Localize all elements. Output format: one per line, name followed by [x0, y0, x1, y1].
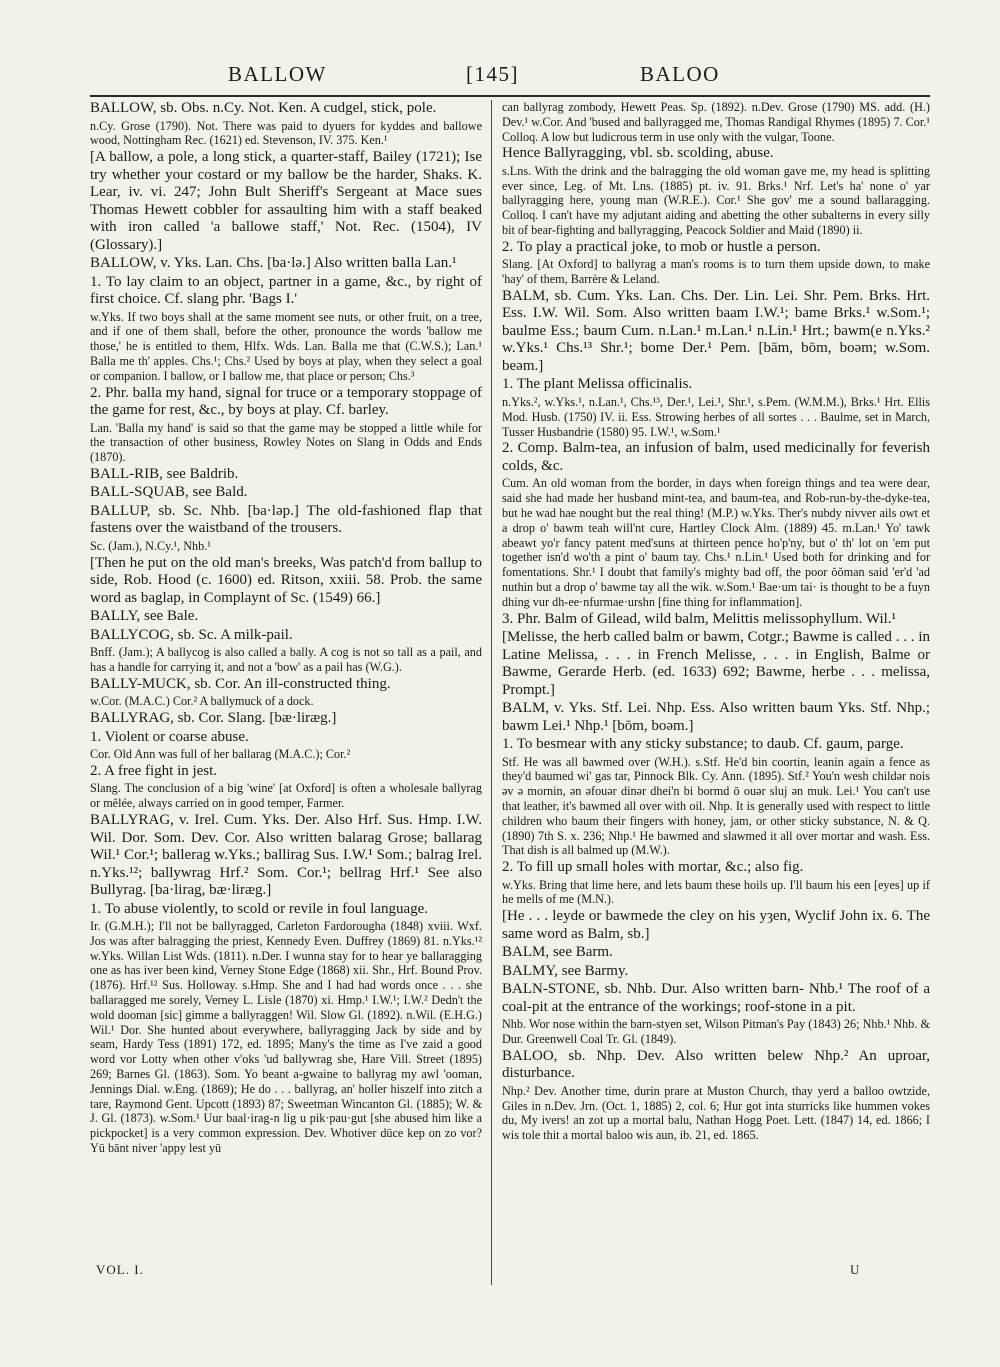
entry-paragraph: 1. To besmear with any sticky substance; to daub. Cf. gaum, parge.	[502, 736, 904, 753]
entry-paragraph: Slang. The conclusion of a big 'wine' [at Oxford] is often a wholesale ballyrag or mêlée, always carried on in good temper, Farmer.	[90, 781, 482, 811]
gathering-signature: U	[850, 1262, 860, 1277]
entry-paragraph: [Then he put on the old man's breeks, Was patch'd from ballup to side, Rob. Hood (c. 1600) ed. Ritson, xxiii. 58. Prob. the same word as baglap, in Complaynt of Sc. (1549) 66.]	[90, 554, 482, 606]
entry-paragraph: BALM, sb. Cum. Yks. Lan. Chs. Der. Lin. Lei. Shr. Pem. Brks. Hrt. Ess. I.W. Wil. Som. Also written baam I.W.¹; bame Brks.¹ w.Som.¹; baulme Ess.; baum Cum. n.Lan.¹ m.Lan.¹ n.Lin.¹ Hrt.; bawm(e n.Yks.² w.Yks.¹ Chs.¹³ Shr.¹; bome Der.¹ Pem. [bām, bōm, boəm; w.Som. beəm.]	[502, 287, 930, 374]
entry-paragraph: w.Cor. (M.A.C.) Cor.² A ballymuck of a dock.	[90, 694, 314, 709]
entry-paragraph: 2. Comp. Balm-tea, an infusion of balm, used medicinally for feverish colds, &c.	[502, 440, 930, 474]
running-head-left: BALLOW	[228, 62, 327, 86]
entry-paragraph: Sc. (Jam.), N.Cy.¹, Nhb.¹	[90, 538, 211, 553]
entry-paragraph: BALM, v. Yks. Stf. Lei. Nhp. Ess. Also written baum Yks. Stf. Nhp.; bawm Lei.¹ Nhp.¹ [bōm, boəm.]	[502, 700, 930, 734]
entry-paragraph: BALN-STONE, sb. Nhb. Dur. Also written barn- Nhb.¹ The roof of a coal-pit at the entrance of the workings; roof-stone in a pit.	[502, 981, 930, 1015]
entry-paragraph: s.Lns. With the drink and the balragging the old woman gave me, my head is splitting ever since, Leg. of Mt. Lns. (1885) pt. iv. 91. Brks.¹ Nrf. Let's ha' none o' yar ballyragging here, young man (W.R.E.). Cor.¹ She gov' me a sound ballaragging. Colloq. I can't have my adjutant aiding and abetting the other subalterns in every silly bit of bear-fighting and ballyragging, Peacock Soldier and Maid (1890) ii.	[502, 163, 930, 238]
entry-paragraph: 1. The plant Melissa officinalis.	[502, 376, 693, 393]
entry-paragraph: Bnff. (Jam.); A ballycog is also called a bally. A cog is not so tall as a pail, and has a handle for carrying it, and not a 'bow' as a pail has (W.G.).	[90, 645, 482, 675]
entry-paragraph: Nhp.² Dev. Another time, durin prare at Muston Church, thay yerd a balloo owtzide, Giles in n.Dev. Jrn. (Oct. 1, 1885) 2, col. 6; Hur got inta sturricks like hummen vokes du, My ivers! an zot up a mortal balu, Nathan Hogg Poet. Lett. (1847) 14, ed. 1866; I wis tole thit a mortal baloo wis aun, ib. 21, ed. 1865.	[502, 1083, 930, 1143]
entry-paragraph: 3. Phr. Balm of Gilead, wild balm, Melittis melissophyllum. Wil.¹	[502, 610, 897, 627]
entry-paragraph: w.Yks. Bring that lime here, and lets baum these hoils up. I'll baum his een [eyes] up if he mells of me (M.N.).	[502, 877, 930, 907]
entry-paragraph: w.Yks. If two boys shall at the same moment see nuts, or other fruit, on a tree, and if one of them shall, before the other, pronounce the words 'ballow me those,' he is entitled to them, Hlfx. Wds. Lan. Balla me that (C.W.S.); Lan.¹ Balla me th' apples. Chs.¹; Chs.² Used by boys at play, when they select a goal or companion. I ballow, or I ballow me, that place or person; Chs.³	[90, 309, 482, 383]
entry-paragraph: Hence Ballyragging, vbl. sb. scolding, abuse.	[502, 145, 774, 162]
entry-paragraph: 2. A free fight in jest.	[90, 762, 218, 779]
entry-paragraph: 1. To abuse violently, to scold or revile in foul language.	[90, 900, 429, 917]
entry-paragraph: BALLY-MUCK, sb. Cor. An ill-constructed thing.	[90, 675, 391, 692]
entry-paragraph: [A ballow, a pole, a long stick, a quarter-staff, Bailey (1721); Ise try whether your costard or my ballow be the harder, Shaks. K. Lear, iv. vi. 247; John Bult Sheriff's Sergeant at Mace sues Thomas Hewett cobbler for assaulting him with a staff beaked with iron called 'a ballowe staff,' Not. Rec. (1504), IV (Glossary).]	[90, 149, 482, 253]
header-rule	[90, 95, 930, 97]
entry-paragraph: can ballyrag zombody, Hewett Peas. Sp. (1892). n.Dev. Grose (1790) MS. add. (H.) Dev.¹ w.Cor. And 'bused and ballyragged me, Thomas Randigal Rhymes (1895) 7. Cor.¹ Colloq. A low but ludicrous term in use only with the vulgar, Toone.	[502, 100, 930, 144]
entry-paragraph: Ir. (G.M.H.); I'll not be ballyragged, Carleton Fardorougha (1848) xviii. Wxf. Jos was after balragging the priest, Kennedy Even. Duffrey (1869) 81. n.Yks.¹² w.Yks. Willan List Wds. (1811). n.Der. I wunna stay for to hear ye ballaragging one as has iver been kind, Verney Stone Edge (1868) xii. Shr., Hrf. Bound Prov. (1876). Hrf.¹² Sus. Holloway. s.Hmp. She and I had had words once . . . she ballaragged me sorely, Verney L. Lisle (1870) xi. Hmp.¹ I.W.¹; I.W.² Dedn't the wold dooman [sic] gimme a ballyraggen! Wil. Slow Gl. (1892). n.Wil. (E.H.G.) Wil.¹ Dor. She hunted about everywhere, ballyragging Jack by side and by seam, Hardy Tess (1891) 172, ed. 1895; Many's the time as I've zaid a good word vor Lotty when other v'oks 'ud ballywrag she, Hare Vill. Street (1895) 269; Barnes Gl. (1863). Som. Yo beant a-gwaine to ballyrag my awl 'ooman, Jennings Dial. w.Eng. (1869); He do . . . ballyrag, an' holler hiszelf into zitch a tare, Raymond Gent. Upcott (1893) 87; Sweetman Wincanton Gl. (1885); W. & J. Gl. (1873). w.Som.¹ Uur baal·irag-n lig u pik·pau·gut [she abused him like a pickpocket] is a very common expression. Dev. Whotiver dūce kep on zo vor? Yū bānt niver 'appy lest yū	[90, 919, 482, 1155]
entry-paragraph: Stf. He was all bawmed over (W.H.). s.Stf. He'd bin coortin, leanin again a fence as they'd baumed wi' gas tar, Pinnock Blk. Cy. Ann. (1895). Stf.² You'n wesh childər nois əv ə mornin, ən əfouər dinər dhei'n bi bormd ō ouər sluj ən muk. Lei.¹ You can't use that leather, it's bawmed all over with oil. Nhp. It is generally used with respect to little children who baum their fingers with honey, jam, or other sticky substance, N. & Q. (1890) 7th S. x. 236; Nhp.¹ He bawmed and slawmed it all over mortar and wash. Ess. That dish is all balmed up (M.W.).	[502, 754, 930, 858]
entry-paragraph: [He . . . leyde or bawmede the cley on his yȝen, Wyclif John ix. 6. The same word as Balm, sb.]	[502, 908, 930, 942]
entry-paragraph: 2. To play a practical joke, to mob or hustle a person.	[502, 238, 821, 255]
entry-paragraph: BALLUP, sb. Sc. Nhb. [ba·ləp.] The old-fashioned flap that fastens over the waistband of the trousers.	[90, 502, 482, 537]
entry-paragraph: BALLOW, sb. Obs. n.Cy. Not. Ken. A cudgel, stick, pole.	[90, 100, 437, 116]
entry-paragraph: BALLY, see Bale.	[90, 608, 199, 625]
running-head-right: BALOO	[640, 62, 720, 86]
entry-paragraph: 2. To fill up small holes with mortar, &c.; also fig.	[502, 859, 804, 876]
entry-paragraph: 2. Phr. balla my hand, signal for truce or a temporary stoppage of the game for rest, &c., by boys at play. Cf. barley.	[90, 384, 482, 419]
volume-signature: VOL. I.	[96, 1262, 144, 1277]
column-divider	[491, 100, 492, 1285]
entry-paragraph: Lan. 'Balla my hand' is said so that the game may be stopped a little while for the transaction of other business, Rowley Notes on Slang in Odds and Ends (1870).	[90, 420, 482, 465]
entry-paragraph: BALLYRAG, v. Irel. Cum. Yks. Der. Also Hrf. Sus. Hmp. I.W. Wil. Dor. Som. Dev. Cor. Also written balarag Grose; ballarag Wil.¹ Cor.¹; ballerag w.Yks.; ballirag Sus. I.W.¹ Som.; balrag Irel. n.Yks.¹²; ballywrag Hrf.² Som. Cor.¹; bellrag Hrf.¹ See also Bullyrag. [ba·lirag, bæ·liræg.]	[90, 812, 482, 899]
entry-paragraph: 1. To lay claim to an object, partner in a game, &c., by right of first choice. Cf. slang phr. 'Bags I.'	[90, 273, 482, 308]
entry-paragraph: BALOO, sb. Nhp. Dev. Also written belew Nhp.² An uproar, disturbance.	[502, 1047, 930, 1082]
entry-paragraph: BALLOW, v. Yks. Lan. Chs. [ba·lə.] Also written balla Lan.¹	[90, 255, 457, 272]
right-column	[502, 100, 930, 1350]
entry-paragraph: n.Yks.², w.Yks.¹, n.Lan.¹, Chs.¹³, Der.¹, Lei.¹, Shr.¹, s.Pem. (W.M.M.), Brks.¹ Hrt. Ellis Mod. Husb. (1750) IV. ii. Ess. Strowing herbes of all sortes . . . Baulme, set in March, Tusser Husbandrie (1580) 95. I.W.¹, w.Som.¹	[502, 394, 930, 439]
entry-paragraph: n.Cy. Grose (1790). Not. There was paid to dyuers for kyddes and ballowe wood, Nottingham Rec. (1621) ed. Stevenson, IV. 375. Ken.¹	[90, 118, 482, 148]
entry-paragraph: BALM, see Barm.	[502, 944, 613, 961]
entry-paragraph: 1. Violent or coarse abuse.	[90, 728, 249, 745]
entry-paragraph: [Melisse, the herb called balm or bawm, Cotgr.; Bawme is called . . . in Latine Melissa, . . . in French Melisse, . . . in English, Balme or Bawme, Gerarde Herb. (ed. 1633) 692; Bawme, herbe . . . melissa, Prompt.]	[502, 629, 930, 698]
left-column	[90, 100, 482, 1350]
entry-paragraph: Cor. Old Ann was full of her ballarag (M.A.C.); Cor.²	[90, 747, 351, 762]
entry-paragraph: Cum. An old woman from the border, in days when foreign things and tea were dear, said she had made her husband mint-tea, and baum-tea, and Rob-run-by-the-dyke-tea, but he wad hae nought but the real thing! (M.P.) w.Yks. Ther's nubdy nivver ails owt et a drop o' bawm teah will'nt cure, Hartley Clock Alm. (1889) 45. m.Lan.¹ Yo' tawk abeawt yo'r fancy patent med'suns at thirteen pence ho'p'ny, but o' th' lot on 'em put together isn'd wo'th a pint o' baum tay. Chs.¹ n.Lin.¹ Used both for drinking and for fomentations. Shr.¹ I doubt that family's mighty bad off, the poor ŏŏman said 'er'd 'ad nuthin but a drop o' bawme tay all the wik. w.Som.¹ Bae·um tai· is thought to be a fuyn dhing vur dh-ee·nfurmae·urshn [fine thing for inflammation].	[502, 476, 930, 609]
entry-paragraph: Slang. [At Oxford] to ballyrag a man's rooms is to turn them upside down, to make 'hay' of them, Barrère & Leland.	[502, 257, 930, 287]
entry-paragraph: BALLYRAG, sb. Cor. Slang. [bæ·liræg.]	[90, 710, 337, 727]
entry-paragraph: BALMY, see Barmy.	[502, 962, 629, 979]
entry-paragraph: BALL-RIB, see Baldrib.	[90, 465, 239, 482]
entry-paragraph: BALLYCOG, sb. Sc. A milk-pail.	[90, 626, 293, 643]
page-number: [145]	[466, 62, 519, 86]
entry-paragraph: Nhb. Wor nose within the barn-styen set, Wilson Pitman's Pay (1843) 26; Nhb.¹ Nhb. & Dur. Greenwell Coal Tr. Gl. (1849).	[502, 1017, 930, 1046]
entry-paragraph: BALL-SQUAB, see Bald.	[90, 484, 248, 501]
